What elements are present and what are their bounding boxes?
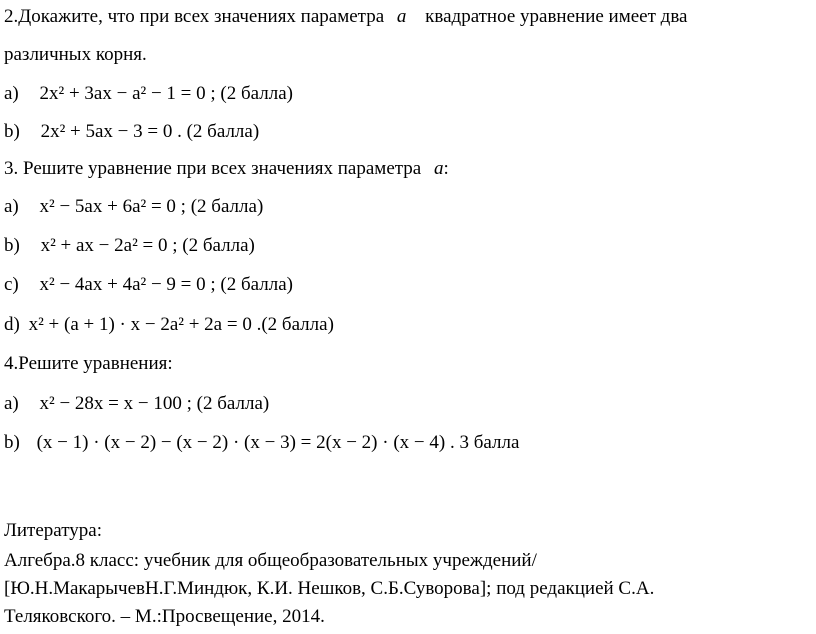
task4-heading: 4.Решите уравнения: [4, 353, 173, 374]
label: d) [4, 314, 20, 335]
task4-a [4, 393, 269, 415]
points: ; (2 балла) [172, 235, 255, 256]
label: a) [4, 83, 19, 104]
label: a) [4, 393, 19, 414]
label: c) [4, 274, 19, 295]
task2-line1 [4, 6, 687, 28]
task4-b [4, 432, 519, 454]
points: . (2 балла) [177, 121, 260, 142]
label: b) [4, 432, 20, 453]
equation: 2x² + 3ax − a² − 1 = 0 [39, 83, 206, 104]
literature-heading: Литература: [4, 520, 102, 541]
label: b) [4, 121, 20, 142]
equation: x² − 28x = x − 100 [39, 393, 182, 414]
literature-line-1: Алгебра.8 класс: учебник для общеобразовательных учреждений/ [4, 550, 537, 571]
equation: 2x² + 5ax − 3 = 0 [40, 121, 173, 142]
points: .(2 балла) [256, 314, 334, 335]
points: ; (2 балла) [180, 196, 264, 217]
task3-item-a [4, 196, 263, 218]
param-a: a [396, 6, 407, 27]
label: a) [4, 196, 19, 217]
task3-item-c [4, 274, 293, 296]
literature-line-3: Теляковского. – М.:Просвещение, 2014. [4, 606, 325, 627]
task3-item-b [4, 235, 255, 257]
equation: x² + (a + 1) · x − 2a² + 2a = 0 [28, 314, 252, 335]
task3-heading [4, 158, 449, 180]
equation: x² − 4ax + 4a² − 9 = 0 [39, 274, 206, 295]
points: ; (2 балла) [186, 393, 270, 414]
points: ; (2 балла) [210, 83, 293, 104]
task3-text: 3. Решите уравнение при всех значениях параметра [4, 158, 422, 179]
task2-b [4, 121, 259, 143]
equation: (x − 1) · (x − 2) − (x − 2) · (x − 3) = 2(x − 2) · (x − 4) [36, 432, 446, 453]
task3-item-d [4, 314, 334, 336]
points: . 3 балла [449, 432, 520, 453]
param-a: a [433, 158, 444, 179]
points: ; (2 балла) [210, 274, 293, 295]
equation: x² − 5ax + 6a² = 0 [39, 196, 176, 217]
colon: : [443, 158, 449, 179]
literature-line-2: [Ю.Н.МакарычевН.Г.Миндюк, К.И. Нешков, С.Б.Суворова]; под редакцией С.А. [4, 578, 655, 599]
label: b) [4, 235, 20, 256]
task2-text-end: квадратное уравнение имеет два [425, 6, 688, 27]
task2-a [4, 83, 293, 105]
task2-text: 2.Докажите, что при всех значениях параметра [4, 6, 385, 27]
equation: x² + ax − 2a² = 0 [40, 235, 168, 256]
task2-line2: различных корня. [4, 44, 147, 65]
